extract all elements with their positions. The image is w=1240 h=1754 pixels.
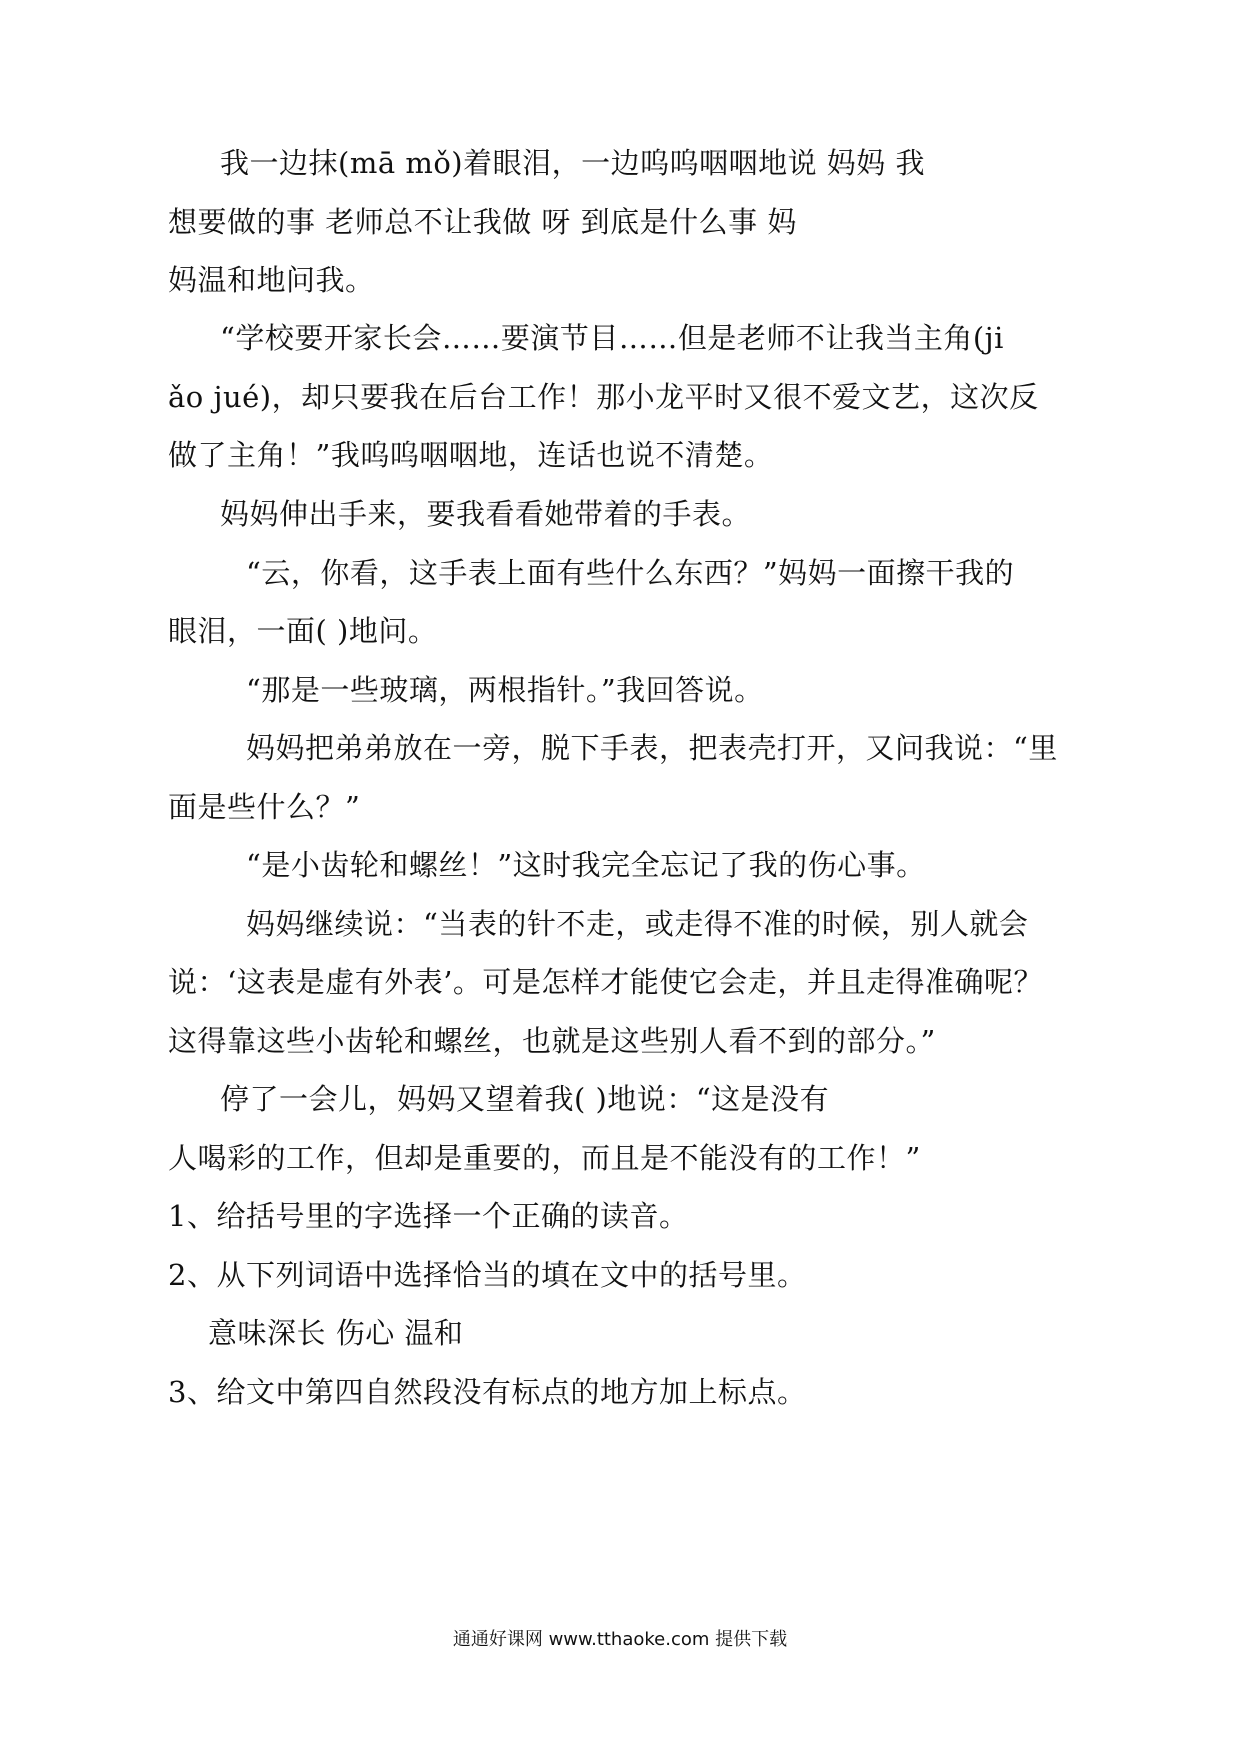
- text-line: 眼泪，一面( )地问。: [168, 614, 438, 648]
- text-line: 想要做的事 老师总不让我做 呀 到底是什么事 妈: [168, 205, 797, 239]
- text-line: 这得靠这些小齿轮和螺丝，也就是这些别人看不到的部分。”: [168, 1024, 936, 1058]
- text-line: ǎo jué)，却只要我在后台工作！那小龙平时又很不爱文艺，这次反: [168, 380, 1039, 414]
- text-line: 我一边抹(mā mǒ)着眼泪，一边呜呜咽咽地说 妈妈 我: [220, 146, 926, 180]
- text-line: “云，你看，这手表上面有些什么东西？”妈妈一面擦干我的: [246, 556, 1015, 590]
- text-line: “学校要开家长会……要演节目……但是老师不让我当主角(ji: [220, 321, 1004, 355]
- word-choices: 意味深长 伤心 温和: [208, 1316, 464, 1350]
- page-footer: 通通好课网 www.tthaoke.com 提供下载: [452, 1629, 788, 1650]
- text-line: “是小齿轮和螺丝！”这时我完全忘记了我的伤心事。: [246, 848, 926, 882]
- question-1: 1、给括号里的字选择一个正确的读音。: [168, 1199, 689, 1233]
- text-line: 停了一会儿，妈妈又望着我( )地说：“这是没有: [220, 1082, 830, 1116]
- text-line: 说：‘这表是虚有外表’。可是怎样才能使它会走，并且走得准确呢？: [168, 965, 1043, 999]
- text-line: 妈温和地问我。: [168, 263, 375, 297]
- text-line: 做了主角！”我呜呜咽咽地，连话也说不清楚。: [168, 438, 774, 472]
- text-line: 人喝彩的工作，但却是重要的，而且是不能没有的工作！”: [168, 1141, 921, 1175]
- text-line: “那是一些玻璃，两根指针。”我回答说。: [246, 673, 764, 707]
- question-3: 3、给文中第四自然段没有标点的地方加上标点。: [168, 1375, 807, 1409]
- question-2: 2、从下列词语中选择恰当的填在文中的括号里。: [168, 1258, 807, 1292]
- text-line: 面是些什么？”: [168, 790, 361, 824]
- text-line: 妈妈把弟弟放在一旁，脱下手表，把表壳打开，又问我说：“里: [246, 731, 1058, 765]
- text-line: 妈妈继续说：“当表的针不走，或走得不准的时候，别人就会: [246, 907, 1029, 941]
- text-line: 妈妈伸出手来，要我看看她带着的手表。: [220, 497, 752, 531]
